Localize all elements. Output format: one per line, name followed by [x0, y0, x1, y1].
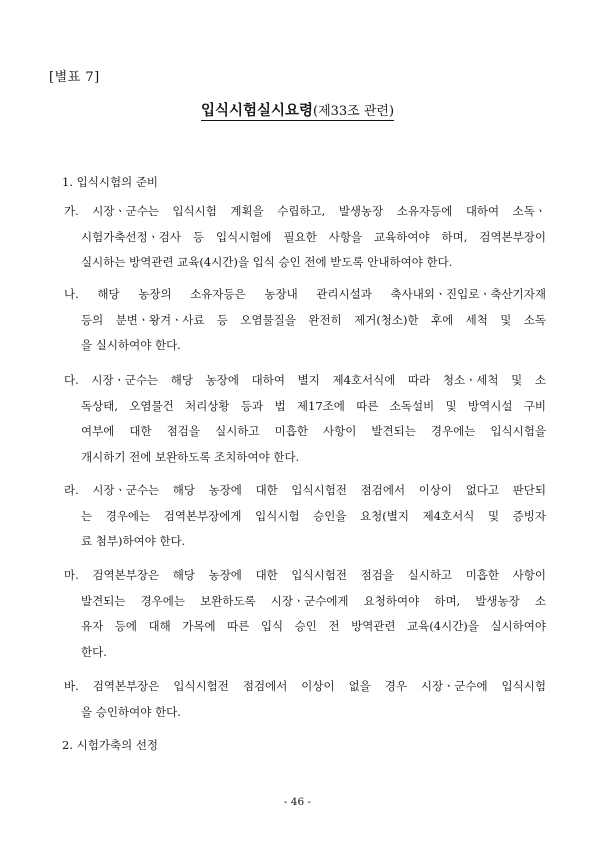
item-line: 가. 시장ㆍ군수는 입식시험 계획을 수립하고, 발생농장 소유자등에 대하여 소독ㆍ	[64, 204, 546, 218]
item-line: 나. 해당 농장의 소유자등은 농장내 관리시설과 축사내외ㆍ진입로ㆍ축산기자재	[64, 287, 546, 301]
item-line: 료 첨부)하여야 한다.	[81, 534, 186, 548]
appendix-label: [별표 7]	[49, 70, 100, 85]
document-title	[0, 99, 595, 120]
item-line: 실시하는 방역관련 교육(4시간)을 입식 승인 전에 받도록 안내하여야 한다.	[81, 255, 453, 269]
item-na	[64, 282, 546, 359]
title-sub: (제33조 관련)	[313, 104, 395, 119]
item-line: 을 승인하여야 한다.	[81, 704, 181, 719]
item-line: 독상태, 오염물건 처리상황 등과 법 제17조에 따른 소독설비 및 방역시설 구비	[81, 398, 546, 413]
item-line: 마. 검역본부장은 해당 농장에 대한 입식시험전 점검을 실시하고 미흡한 사항이	[64, 568, 546, 582]
item-line: 다. 시장ㆍ군수는 해당 농장에 대하여 별지 제4호서식에 따라 청소ㆍ세척 및 소	[64, 373, 546, 387]
item-ga	[64, 199, 546, 276]
item-ba	[64, 674, 546, 725]
item-line: 여부에 대한 점검을 실시하고 미흡한 사항이 발견되는 경우에는 입식시험을	[81, 424, 546, 438]
item-line: 유자 등에 대해 가목에 따른 입식 승인 전 방역관련 교육(4시간)을 실시하여야	[81, 619, 546, 633]
item-line: 라. 시장ㆍ군수는 해당 농장에 대한 입식시험전 점검에서 이상이 없다고 판단되	[64, 483, 546, 497]
item-da	[64, 368, 546, 470]
section-heading-2: 2. 시험가축의 선정	[62, 738, 159, 752]
item-line: 발견되는 경우에는 보완하도록 시장ㆍ군수에게 요청하여야 하며, 발생농장 소	[81, 593, 546, 608]
page-number: - 46 -	[283, 796, 312, 808]
item-line: 시험가축선정ㆍ검사 등 입식시험에 필요한 사항을 교육하여야 하며, 검역본부장이	[81, 229, 546, 244]
item-line: 는 경우에는 검역본부장에게 입식시험 승인을 요청(별지 제4호서식 및 증빙자	[81, 508, 546, 523]
section-heading-1: 1. 입식시험의 준비	[62, 175, 159, 189]
item-line: 개시하기 전에 보완하도록 조치하여야 한다.	[81, 449, 300, 464]
item-line: 등의 분변ㆍ왕겨ㆍ사료 등 오염물질을 완전히 제거(청소)한 후에 세척 및 소독	[81, 312, 546, 327]
item-ra	[64, 478, 546, 555]
item-ma	[64, 563, 546, 665]
item-line: 을 실시하여야 한다.	[81, 338, 181, 352]
item-line: 바. 검역본부장은 입식시험전 점검에서 이상이 없을 경우 시장ㆍ군수에 입식시험	[64, 679, 546, 693]
item-line: 한다.	[81, 644, 107, 659]
title-main: 입식시험실시요령	[200, 103, 313, 119]
